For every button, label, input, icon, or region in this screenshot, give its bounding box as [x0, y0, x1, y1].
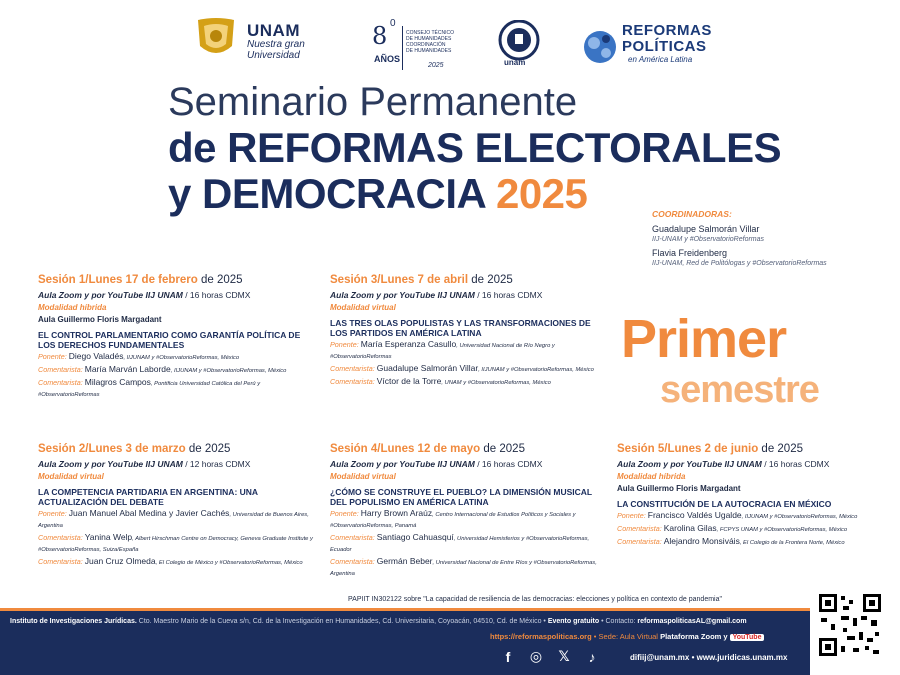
session-date: Sesión 5/Lunes 2 de junio	[617, 443, 759, 455]
participant-name: Yanina Welp	[84, 532, 133, 542]
session-participant	[330, 377, 610, 388]
title-line-1: Seminario Permanente	[168, 80, 578, 124]
coordinators-block	[652, 209, 892, 272]
session-participant	[38, 509, 320, 531]
session-aula: Aula Guillermo Floris Margadant	[617, 484, 741, 493]
participant-name: Harry Brown Araúz	[360, 508, 433, 518]
session-venue	[38, 459, 320, 469]
footer-institute: Instituto de Investigaciones Jurídicas.	[10, 618, 137, 625]
tiktok-icon[interactable]: ♪	[588, 648, 596, 665]
primer-label: Primer	[621, 309, 787, 369]
session-title	[38, 443, 320, 455]
participant-role: Comentarista:	[330, 377, 377, 386]
title-line-3	[168, 170, 587, 218]
session-mode: Modalidad virtual	[38, 472, 104, 481]
session-title	[617, 443, 892, 455]
participant-role: Comentarista:	[617, 537, 664, 546]
session-date: Sesión 1/Lunes 17 de febrero	[38, 274, 198, 286]
participant-role: Comentarista:	[38, 557, 85, 566]
youtube-icon[interactable]: YouTube	[730, 634, 765, 641]
session-venue-text: Aula Zoom y por YouTube IIJ UNAM	[617, 459, 762, 469]
iij-logo	[494, 14, 544, 70]
session-venue	[617, 459, 892, 469]
participant-name: Santiago Cahuasquí	[376, 532, 454, 542]
semestre-label: semestre	[660, 369, 819, 411]
session-mode: Modalidad virtual	[330, 303, 396, 312]
session-date: Sesión 3/Lunes 7 de abril	[330, 274, 469, 286]
participant-affiliation: , Pontificia Universidad Católica del Perú y #ObservatorioReformas	[38, 381, 261, 398]
session-participant	[330, 364, 610, 375]
iij-label: unam	[504, 58, 526, 67]
participant-role: Comentarista:	[38, 365, 85, 374]
x-icon[interactable]: 𝕏	[558, 648, 570, 664]
participant-affiliation: , IIJUNAM y #ObservatorioReformas, México	[123, 355, 240, 361]
session-participant	[38, 378, 320, 400]
participant-name: María Esperanza Casullo	[360, 339, 457, 349]
ch-number: 8	[372, 22, 388, 50]
session-venue-text: Aula Zoom y por YouTube IIJ UNAM	[330, 290, 475, 300]
ch-divider	[402, 26, 403, 70]
unam-slogan-1: Nuestra gran	[247, 39, 305, 50]
participant-role: Comentarista:	[330, 557, 377, 566]
session-participant	[38, 365, 320, 376]
session-mode: Modalidad híbrida	[617, 472, 686, 481]
session-participant	[617, 537, 892, 548]
ch-sup: 0	[390, 18, 396, 29]
session-3	[330, 274, 610, 388]
session-venue	[38, 290, 320, 300]
participant-role: Ponente:	[330, 340, 361, 349]
participant-name: María Marván Laborde	[84, 364, 171, 374]
session-topic: LA COMPETENCIA PARTIDARIA EN ARGENTINA: UNA ACTUALIZACIÓN DEL DEBATE	[38, 487, 258, 507]
footer-email-link[interactable]: reformaspoliticasAL@gmail.com	[637, 618, 747, 625]
footer-address-line	[10, 618, 747, 625]
ch-anos: AÑOS	[374, 54, 401, 64]
participant-affiliation: , El Colegio de México y #ObservatorioReformas, México	[155, 560, 303, 566]
session-participant	[330, 557, 610, 579]
unam-slogan-2: Universidad	[247, 50, 300, 61]
session-4	[330, 443, 610, 579]
reformas-globe-icon	[580, 25, 620, 69]
session-hours: / 12 horas CDMX	[182, 459, 251, 469]
participant-affiliation: , Universidad de Buenos Aires, Argentina	[38, 512, 309, 529]
papiit-note: PAPIIT IN302122 sobre "La capacidad de resiliencia de las democracias: elecciones y política en contexto de pandemia"	[348, 596, 722, 603]
participant-name: Francisco Valdés Ugalde	[647, 510, 742, 520]
ch-text	[406, 30, 468, 54]
participant-name: Karolina Gilas	[663, 523, 717, 533]
unam-wordmark: UNAM	[247, 21, 300, 40]
session-title	[38, 274, 320, 286]
participant-affiliation: , IIJUNAM y #ObservatorioReformas, México	[170, 368, 287, 374]
participant-role: Ponente:	[617, 511, 648, 520]
participant-role: Comentarista:	[617, 524, 664, 533]
social-icons	[500, 648, 600, 665]
session-topic: LA CONSTITUCIÓN DE LA AUTOCRACIA EN MÉXICO	[617, 499, 832, 509]
session-mode: Modalidad híbrida	[38, 303, 107, 312]
participant-name: Germán Beber	[376, 556, 433, 566]
participant-name: Juan Manuel Abal Medina y Javier Cachés	[68, 508, 230, 518]
session-date: Sesión 2/Lunes 3 de marzo	[38, 443, 186, 455]
session-participant	[330, 533, 610, 555]
participant-affiliation: , Albert Hirschman Centre on Democracy, Geneva Graduate Institute y #ObservatorioReformas, Suiza/España	[38, 536, 313, 553]
footer-platform: Plataforma Zoom y	[660, 632, 728, 641]
session-participant	[617, 524, 892, 535]
session-year: de 2025	[480, 443, 525, 455]
participant-name: Diego Valadés	[68, 351, 124, 361]
session-1	[38, 274, 320, 400]
coordinator-affiliation: IIJ-UNAM y #ObservatorioReformas	[652, 236, 765, 243]
facebook-icon[interactable]: f	[505, 648, 511, 665]
session-aula: Aula Guillermo Floris Margadant	[38, 315, 162, 324]
ch-text-3: COORDINACIÓN	[406, 42, 446, 48]
session-title	[330, 274, 610, 286]
rp-line-2: POLÍTICAS	[622, 38, 707, 55]
title-year: 2025	[495, 170, 588, 217]
session-participant	[617, 511, 892, 522]
session-topic: EL CONTROL PARLAMENTARIO COMO GARANTÍA POLÍTICA DE LOS DERECHOS FUNDAMENTALES	[38, 330, 301, 350]
footer-url-line	[490, 632, 764, 641]
participant-affiliation: , Centro Internacional de Estudios Políticos y Sociales y #ObservatorioReformas, Panamá	[330, 512, 576, 529]
coordinator-name: Flavia Freidenberg	[652, 248, 728, 258]
session-mode: Modalidad virtual	[330, 472, 396, 481]
ch-year: 2025	[428, 62, 444, 69]
footer-url-link[interactable]: https://reformaspoliticas.org	[490, 632, 592, 641]
session-hours: / 16 horas CDMX	[182, 290, 251, 300]
rp-line-1: REFORMAS	[622, 22, 712, 39]
participant-role: Comentarista:	[38, 533, 85, 542]
session-venue	[330, 459, 610, 469]
session-title	[330, 443, 610, 455]
participant-affiliation: , El Colegio de la Frontera Norte, México	[739, 540, 845, 546]
logo-bar	[0, 10, 900, 70]
unam-crest-icon	[192, 16, 240, 60]
ch-text-2: DE HUMANIDADES	[406, 36, 452, 42]
instagram-icon[interactable]: ◎	[529, 648, 543, 664]
coordinator-name: Guadalupe Salmorán Villar	[652, 224, 760, 234]
footer-event: Evento gratuito	[547, 618, 600, 625]
title-line-3-text: y DEMOCRACIA	[168, 170, 485, 217]
session-hours: / 16 horas CDMX	[761, 459, 830, 469]
session-year: de 2025	[468, 274, 513, 286]
participant-role: Comentarista:	[330, 533, 377, 542]
participant-affiliation: , Universidad Nacional de Río Negro y #ObservatorioReformas	[330, 343, 555, 360]
participant-name: Víctor de la Torre	[376, 376, 442, 386]
footer-accent-line	[0, 608, 810, 611]
qr-code-icon[interactable]	[817, 592, 883, 658]
footer-sede: • Sede: Aula Virtual	[591, 632, 661, 641]
session-participant	[38, 557, 320, 568]
ch-text-1: CONSEJO TÉCNICO	[406, 30, 454, 36]
reformas-politicas-logo	[580, 18, 730, 76]
participant-role: Ponente:	[330, 509, 361, 518]
session-5	[617, 443, 892, 548]
participant-role: Ponente:	[38, 509, 69, 518]
session-venue	[330, 290, 610, 300]
session-topic: ¿CÓMO SE CONSTRUYE EL PUEBLO? LA DIMENSIÓN MUSICAL DEL POPULISMO EN AMÉRICA LATINA	[330, 487, 592, 507]
session-date: Sesión 4/Lunes 12 de mayo	[330, 443, 481, 455]
title-line-2: de REFORMAS ELECTORALES	[168, 124, 782, 171]
participant-affiliation: , IIJUNAM y #ObservatorioReformas, México	[478, 367, 594, 373]
participant-affiliation: , FCPYS UNAM y #ObservatorioReformas, México	[716, 527, 848, 533]
session-year: de 2025	[197, 274, 243, 286]
coordinators-heading: COORDINADORAS:	[652, 209, 732, 219]
session-year: de 2025	[185, 443, 231, 455]
participant-affiliation: , Universidad Hemisferios y #ObservatorioReformas, Ecuador	[330, 536, 590, 553]
session-participant	[38, 352, 320, 363]
footer-address: Cto. Maestro Mario de la Cueva s/n, Cd. de la Investigación en Humanidades, Cd. Universitaria, Coyoacán, 04510, Cd. de México •	[136, 618, 548, 625]
participant-role: Comentarista:	[38, 378, 85, 387]
session-venue-text: Aula Zoom y por YouTube IIJ UNAM	[38, 459, 183, 469]
footer-contact[interactable]: difiij@unam.mx • www.juridicas.unam.mx	[630, 653, 788, 662]
participant-role: Comentarista:	[330, 364, 377, 373]
coordinator-affiliation: IIJ-UNAM, Red de Politólogas y #ObservatorioReformas	[652, 260, 827, 267]
session-participant	[330, 509, 610, 531]
participant-name: Alejandro Monsiváis	[663, 536, 740, 546]
session-hours: / 16 horas CDMX	[474, 459, 543, 469]
ch-text-4: DE HUMANIDADES	[406, 48, 452, 54]
rp-line-3: en América Latina	[628, 55, 693, 64]
participant-affiliation: , Universidad Nacional de Entre Ríos y #ObservatorioReformas, Argentina	[330, 560, 597, 577]
session-hours: / 16 horas CDMX	[474, 290, 543, 300]
unam-logo	[247, 22, 305, 80]
participant-role: Ponente:	[38, 352, 69, 361]
session-2	[38, 443, 320, 568]
consejo-humanidades-logo	[372, 18, 472, 76]
session-topic: LAS TRES OLAS POPULISTAS Y LAS TRANSFORMACIONES DE LOS PARTIDOS EN AMÉRICA LATINA	[330, 318, 591, 338]
footer	[0, 608, 810, 675]
participant-name: Milagros Campos	[84, 377, 151, 387]
session-year: de 2025	[758, 443, 803, 455]
participant-affiliation: , IIJUNAM y #ObservatorioReformas, México	[741, 514, 858, 520]
session-venue-text: Aula Zoom y por YouTube IIJ UNAM	[330, 459, 475, 469]
footer-contact-label: • Contacto:	[599, 618, 638, 625]
session-venue-text: Aula Zoom y por YouTube IIJ UNAM	[38, 290, 183, 300]
participant-name: Juan Cruz Olmeda	[84, 556, 156, 566]
session-participant	[330, 340, 610, 362]
session-participant	[38, 533, 320, 555]
participant-name: Guadalupe Salmorán Villar	[376, 363, 479, 373]
participant-affiliation: , UNAM y #ObservatorioReformas, México	[441, 380, 551, 386]
